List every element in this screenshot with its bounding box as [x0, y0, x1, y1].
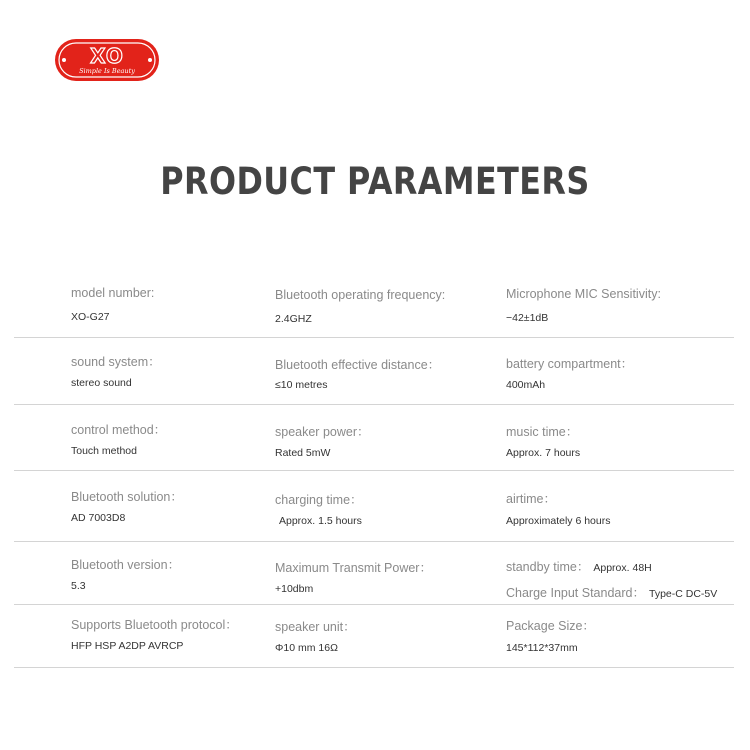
bt-version-label: Bluetooth version： [71, 558, 181, 572]
row-divider [14, 541, 734, 542]
control-method-label: control method： [71, 423, 167, 437]
bt-frequency-label: Bluetooth operating frequency: [275, 288, 446, 302]
row-divider [14, 404, 734, 405]
bt-solution-value: AD 7003D8 [71, 512, 126, 524]
model-number-label: model number: [71, 286, 155, 300]
speaker-power-label: speaker power： [275, 425, 370, 439]
model-number-value: XO-G27 [71, 311, 110, 323]
charging-time-label: charging time： [275, 493, 363, 507]
music-time-value: Approx. 7 hours [506, 447, 581, 459]
bt-version-value: 5.3 [71, 580, 86, 592]
music-time-label: music time： [506, 425, 579, 439]
sound-system-label: sound system： [71, 355, 161, 369]
logo-text: XO [90, 44, 124, 68]
mic-sensitivity-label: Microphone MIC Sensitivity: [506, 287, 661, 301]
row-divider [14, 470, 734, 471]
logo-slogan: Simple Is Beauty [79, 67, 135, 75]
bt-distance-label: Bluetooth effective distance： [275, 358, 441, 372]
bt-solution-label: Bluetooth solution： [71, 490, 183, 504]
battery-value: 400mAh [506, 379, 546, 391]
airtime-value: Approximately 6 hours [506, 515, 611, 527]
xo-logo-icon [54, 38, 160, 82]
charging-time-value: Approx. 1.5 hours [279, 515, 362, 527]
charge-input-value: Type-C DC-5V [648, 588, 718, 600]
package-size-value: 145*112*37mm [506, 642, 578, 654]
standby-time-value: Approx. 48H [593, 562, 652, 574]
sound-system-value: stereo sound [71, 377, 132, 389]
charge-input-label: Charge Input Standard： [506, 586, 645, 600]
bt-protocol-value: HFP HSP A2DP AVRCP [71, 640, 184, 652]
bt-distance-value: ≤10 metres [275, 379, 328, 391]
transmit-power-label: Maximum Transmit Power： [275, 561, 432, 575]
standby-time-label: standby time： [506, 560, 590, 574]
page-title: PRODUCT PARAMETERS [160, 160, 590, 203]
bt-protocol-label: Supports Bluetooth protocol： [71, 618, 238, 632]
row-divider [14, 337, 734, 338]
row-divider [14, 604, 734, 605]
speaker-power-value: Rated 5mW [275, 447, 331, 459]
standby-time-row [506, 557, 652, 576]
charge-input-row [506, 583, 717, 602]
control-method-value: Touch method [71, 445, 137, 457]
package-size-label: Package Size： [506, 619, 595, 633]
mic-sensitivity-value: −42±1dB [506, 312, 549, 324]
speaker-unit-label: speaker unit： [275, 620, 356, 634]
speaker-unit-value: Φ10 mm 16Ω [275, 642, 338, 654]
row-divider [14, 667, 734, 668]
battery-label: battery compartment： [506, 357, 634, 371]
airtime-label: airtime： [506, 492, 557, 506]
bt-frequency-value: 2.4GHZ [275, 313, 312, 325]
brand-logo [54, 38, 160, 82]
transmit-power-value: +10dbm [275, 583, 314, 595]
